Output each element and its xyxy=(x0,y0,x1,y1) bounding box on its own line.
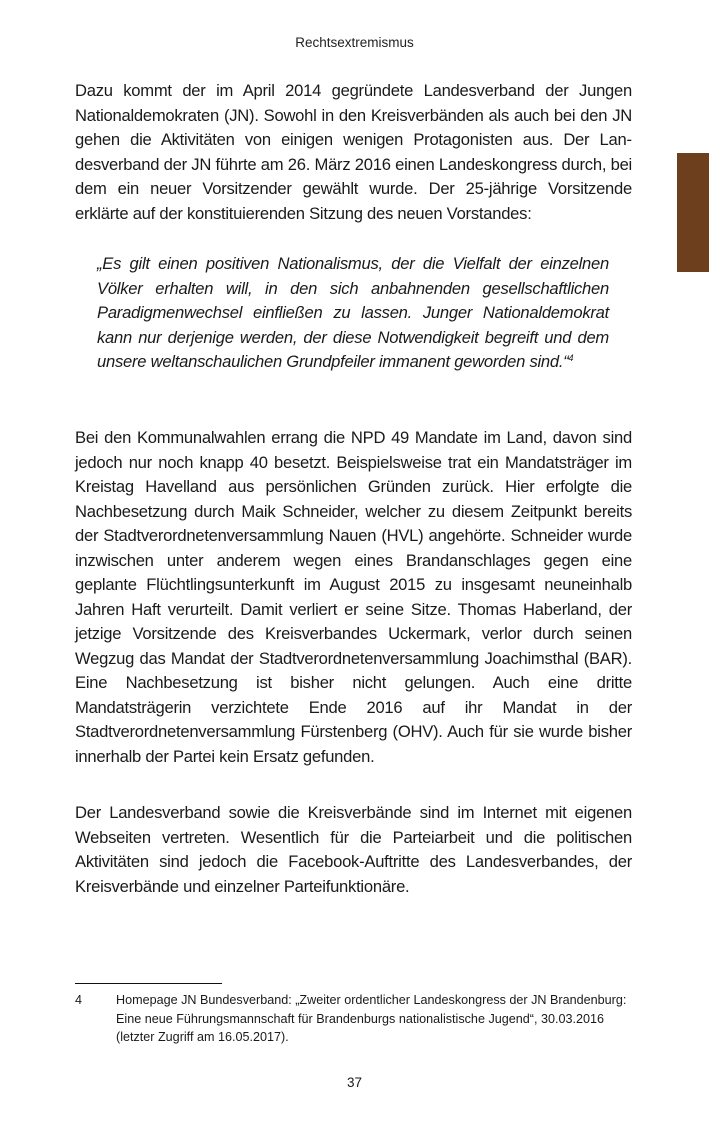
footnote-text: Homepage JN Bundesverband: „Zweiter ordentlicher Landeskongress der JN Brandenburg: Eine neue Führungsmannschaft für Brandenburgs nationalistische Jugend“, 30.03.2016 (letzter Zugriff am 16.05.2017). xyxy=(116,993,627,1044)
running-head: Rechtsextremismus xyxy=(295,35,414,50)
block-quote xyxy=(97,252,609,375)
footnote-divider xyxy=(75,983,222,984)
page-number: 37 xyxy=(346,1075,363,1090)
chapter-tab-marker xyxy=(677,153,709,272)
paragraph-municipal-elections: Bei den Kommunalwahlen errang die NPD 49 Mandate im Land, davon sind jedoch nur noch knapp 40 besetzt. Beispielsweise trat ein Mandatsträger im Kreistag Havelland aus persönlichen Gründen zurück. Hier erfolgte die Nachbesetzung durch Maik Schneider, welcher zu diesem Zeitpunkt bereits der Stadtverordnetenversammlung Nauen (HVL) angehörte. Schneider wurde inzwischen unter anderem wegen eines Brandanschlages gegen eine geplante Flüchtlingsunterkunft im August 2015 zu insgesamt neuneinhalb Jahren Haft verurteilt. Damit verliert er seine Sitze. Thomas Haberland, der jetzige Vorsitzende des Kreisverbandes Uckermark, verlor durch seinen Wegzug das Mandat der Stadtverordnetenversammlung Joachimsthal (BAR). Eine Nachbesetzung ist bisher nicht gelungen. Auch eine dritte Mandatsträgerin verzichtete Ende 2016 auf ihr Mandat in der Stadtverordnetenversammlung Fürstenberg (OHV). Auch für sie wurde bisher innerhalb der Partei kein Ersatz gefunden. xyxy=(75,428,632,766)
quote-text: „Es gilt einen positiven Nationalismus, der die Vielfalt der einzelnen Völker erhalten will, in den sich anbahnenden gesellschaftlichen Paradigmenwechsel einfließen zu lassen. Junger Nationaldemokrat kann nur derjenige werden, der diese Notwendigkeit begreift und dem unsere weltanschaulichen Grundpfeiler immanent geworden sind.“ xyxy=(97,254,609,371)
paragraph-internet-presence: Der Landesverband sowie die Kreisverbände sind im Internet mit eigenen Webseiten vertreten. Wesentlich für die Parteiarbeit und die politischen Aktivitäten sind jedoch die Facebook-Auftritte des Landesverbandes, der Kreisverbände und einzelner Parteifunktionäre. xyxy=(75,803,632,896)
footnote-number: 4 xyxy=(75,993,83,1007)
paragraph-intro: Dazu kommt der im April 2014 gegründete Landesverband der Jungen Nationaldemokraten (JN). Sowohl in den Kreisverbänden als auch bei den JN gehen die Aktivitäten von einigen wenigen Protagonisten aus. Der Landesverband der JN führte am 26. März 2016 einen Landeskongress durch, bei dem ein neuer Vorsitzender gewählt wurde. Der 25-jährige Vorsitzende erklärte auf der konstituierenden Sitzung des neuen Vorstandes: xyxy=(75,81,632,223)
footnote xyxy=(75,991,635,1047)
footnote-ref[interactable]: 4 xyxy=(568,353,574,363)
